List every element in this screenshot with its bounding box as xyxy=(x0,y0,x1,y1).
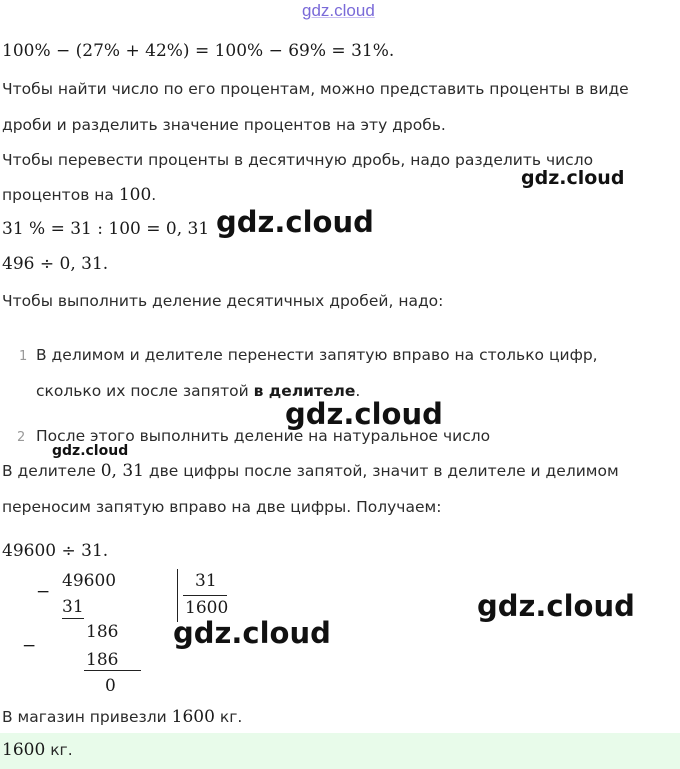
watermark: gdz.cloud xyxy=(52,443,129,459)
paragraph-shift-comma-line2: переносим запятую вправо на две цифры. Получаем: xyxy=(2,498,442,516)
subtrahend-2: 186 xyxy=(86,650,119,670)
paragraph-decimal-division: Чтобы выполнить деление десятичных дробей, надо: xyxy=(2,292,444,310)
math-number: 0, 31 xyxy=(100,461,144,481)
text-fragment: процентов на xyxy=(2,186,119,204)
dividend: 49600 xyxy=(62,571,117,591)
watermark: gdz.cloud xyxy=(521,167,625,189)
final-remainder: 0 xyxy=(105,676,116,696)
math-number: 1600 xyxy=(171,707,215,727)
equation-percent-remainder: 100% − (27% + 42%) = 100% − 69% = 31%. xyxy=(2,41,395,61)
watermark-top: gdz.cloud xyxy=(302,1,375,20)
quotient: 1600 xyxy=(185,598,229,618)
text-fragment: . xyxy=(355,382,361,400)
divisor: 31 xyxy=(195,571,217,591)
paragraph-method-line2: дроби и разделить значение процентов на эту дробь. xyxy=(2,116,446,134)
paragraph-convert-line2 xyxy=(2,185,156,205)
division-bracket-horizontal xyxy=(183,595,227,596)
minus-sign: − xyxy=(36,582,51,602)
underline xyxy=(84,670,141,671)
equation-integer-division: 49600 ÷ 31. xyxy=(2,541,109,561)
equation-percent-to-decimal: 31 % = 31 : 100 = 0, 31 xyxy=(2,219,210,239)
paragraph-result xyxy=(2,707,242,727)
answer-box xyxy=(0,733,680,769)
text-fragment: В делителе xyxy=(2,462,101,480)
text-fragment: две цифры после запятой, значит в делителе и делимом xyxy=(144,462,619,480)
text-fragment: кг. xyxy=(214,708,243,726)
minus-sign: − xyxy=(22,636,37,656)
remainder-1: 186 xyxy=(86,622,119,642)
division-bracket-vertical xyxy=(177,569,178,622)
math-number: 1600 xyxy=(2,740,46,760)
text-fragment: сколько их после запятой xyxy=(36,382,254,400)
paragraph-convert-line1: Чтобы перевести проценты в десятичную дробь, надо разделить число xyxy=(2,151,594,169)
bold-text: в делителе xyxy=(253,382,356,400)
watermark: gdz.cloud xyxy=(285,397,443,431)
watermark: gdz.cloud xyxy=(477,589,635,623)
paragraph-method-line1: Чтобы найти число по его процентам, можно представить проценты в виде xyxy=(2,80,629,98)
list-item-1-line1: В делимом и делителе перенести запятую вправо на столько цифр, xyxy=(36,346,598,364)
equation-division: 496 ÷ 0, 31. xyxy=(2,254,109,274)
subtrahend-1: 31 xyxy=(62,597,84,617)
answer-text xyxy=(2,740,73,760)
text-fragment: . xyxy=(151,186,157,204)
list-item-2-line1: После этого выполнить деление на натуральное число xyxy=(36,427,491,445)
text-fragment: В магазин привезли xyxy=(2,708,172,726)
watermark: gdz.cloud xyxy=(173,616,331,650)
list-item-number: 1 xyxy=(19,349,28,364)
math-number: 100 xyxy=(118,185,152,205)
underline xyxy=(62,618,84,619)
paragraph-shift-comma-line1 xyxy=(2,461,619,481)
watermark: gdz.cloud xyxy=(216,205,374,239)
text-fragment: кг. xyxy=(45,741,73,759)
list-item-number: 2 xyxy=(17,430,26,445)
